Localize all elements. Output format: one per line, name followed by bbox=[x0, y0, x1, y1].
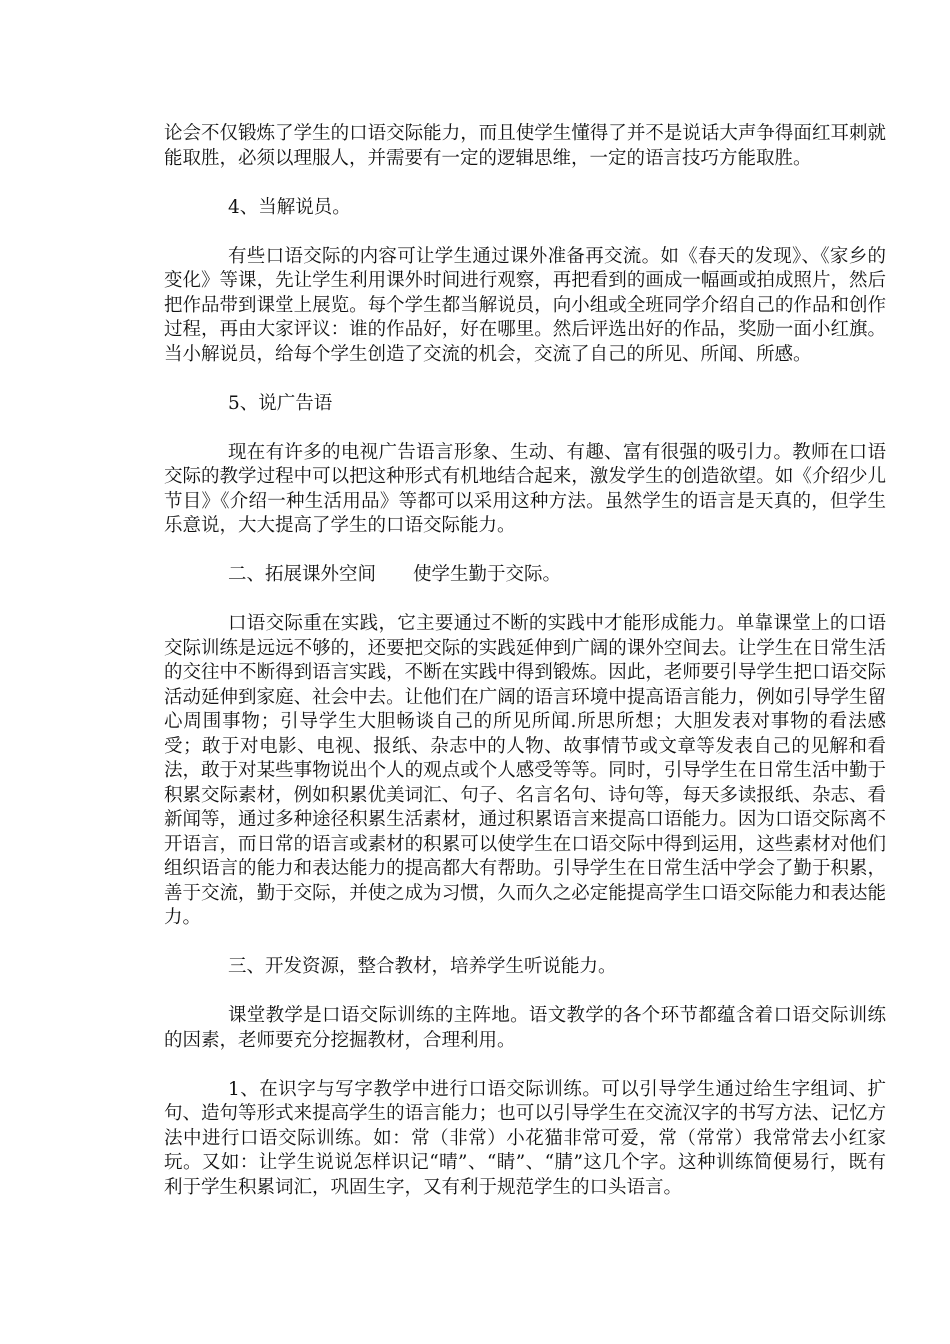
paragraph-advertising: 现在有许多的电视广告语言形象、生动、有趣、富有很强的吸引力。教师在口语交际的教学过程中可以把这种形式有机地结合起来，激发学生的创造欲望。如《介绍少儿节目》《介绍一种生活用品》等都可以采用这种方法。虽然学生的语言是天真的，但学生乐意说，大大提高了学生的口语交际能力。 bbox=[164, 441, 886, 536]
heading-advertising: 5、说广告语 bbox=[228, 392, 333, 414]
paragraph-classroom: 课堂教学是口语交际训练的主阵地。语文教学的各个环节都蕴含着口语交际训练的因素，老师要充分挖掘教材，合理利用。 bbox=[164, 1005, 886, 1051]
heading-extracurricular: 二、拓展课外空间 使学生勤于交际。 bbox=[228, 564, 562, 585]
paragraph-narrator: 有些口语交际的内容可让学生通过课外准备再交流。如《春天的发现》、《家乡的变化》等课，先让学生利用课外时间进行观察，再把看到的画成一幅画或拍成照片，然后把作品带到课堂上展览。每个学生都当解说员，向小组或全班同学介绍自己的作品和创作过程，再由大家评议：谁的作品好，好在哪里。然后评选出好的作品，奖励一面小红旗。当小解说员，给每个学生创造了交流的机会，交流了自己的所见、所闻、所感。 bbox=[164, 245, 886, 365]
heading-resources: 三、开发资源，整合教材，培养学生听说能力。 bbox=[228, 956, 617, 977]
paragraph-debate-conclusion: 论会不仅锻炼了学生的口语交际能力，而且使学生懂得了并不是说话大声争得面红耳刺就能取胜，必须以理服人，并需要有一定的逻辑思维，一定的语言技巧方能取胜。 bbox=[164, 123, 886, 169]
paragraph-literacy: 1、在识字与写字教学中进行口语交际训练。可以引导学生通过给生字组词、扩句、造句等形式来提高学生的语言能力；也可以引导学生在交流汉字的书写方法、记忆方法中进行口语交际训练。如：常（非常）小花猫非常可爱，常（常常）我常常去小红家玩。又如：让学生说说怎样识记“晴”、“睛”、“腈”这几个字。这种训练简便易行，既有利于学生积累词汇，巩固生字，又有利于规范学生的口头语言。 bbox=[164, 1078, 886, 1198]
heading-narrator: 4、当解说员。 bbox=[228, 196, 351, 218]
document-page bbox=[164, 122, 886, 1225]
paragraph-extracurricular: 口语交际重在实践，它主要通过不断的实践中才能形成能力。单靠课堂上的口语交际训练是远远不够的，还要把交际的实践延伸到广阔的课外空间去。让学生在日常生活的交往中不断得到语言实践，不断在实践中得到锻炼。因此，老师要引导学生把口语交际活动延伸到家庭、社会中去。让他们在广阔的语言环境中提高语言能力，例如引导学生留心周围事物；引导学生大胆畅谈自己的所见所闻.所思所想；大胆发表对事物的看法感受；敢于对电影、电视、报纸、杂志中的人物、故事情节或文章等发表自己的见解和看法，敢于对某些事物说出个人的观点或个人感受等等。同时，引导学生在日常生活中勤于积累交际素材，例如积累优美词汇、句子、名言名句、诗句等，每天多读报纸、杂志、看新闻等，通过多种途径积累生活素材，通过积累语言来提高口语能力。因为口语交际离不开语言，而日常的语言或素材的积累可以使学生在口语交际中得到运用，这些素材对他们组织语言的能力和表达能力的提高都大有帮助。引导学生在日常生活中学会了勤于积累，善于交流，勤于交际，并使之成为习惯，久而久之必定能提高学生口语交际能力和表达能力。 bbox=[164, 613, 886, 928]
